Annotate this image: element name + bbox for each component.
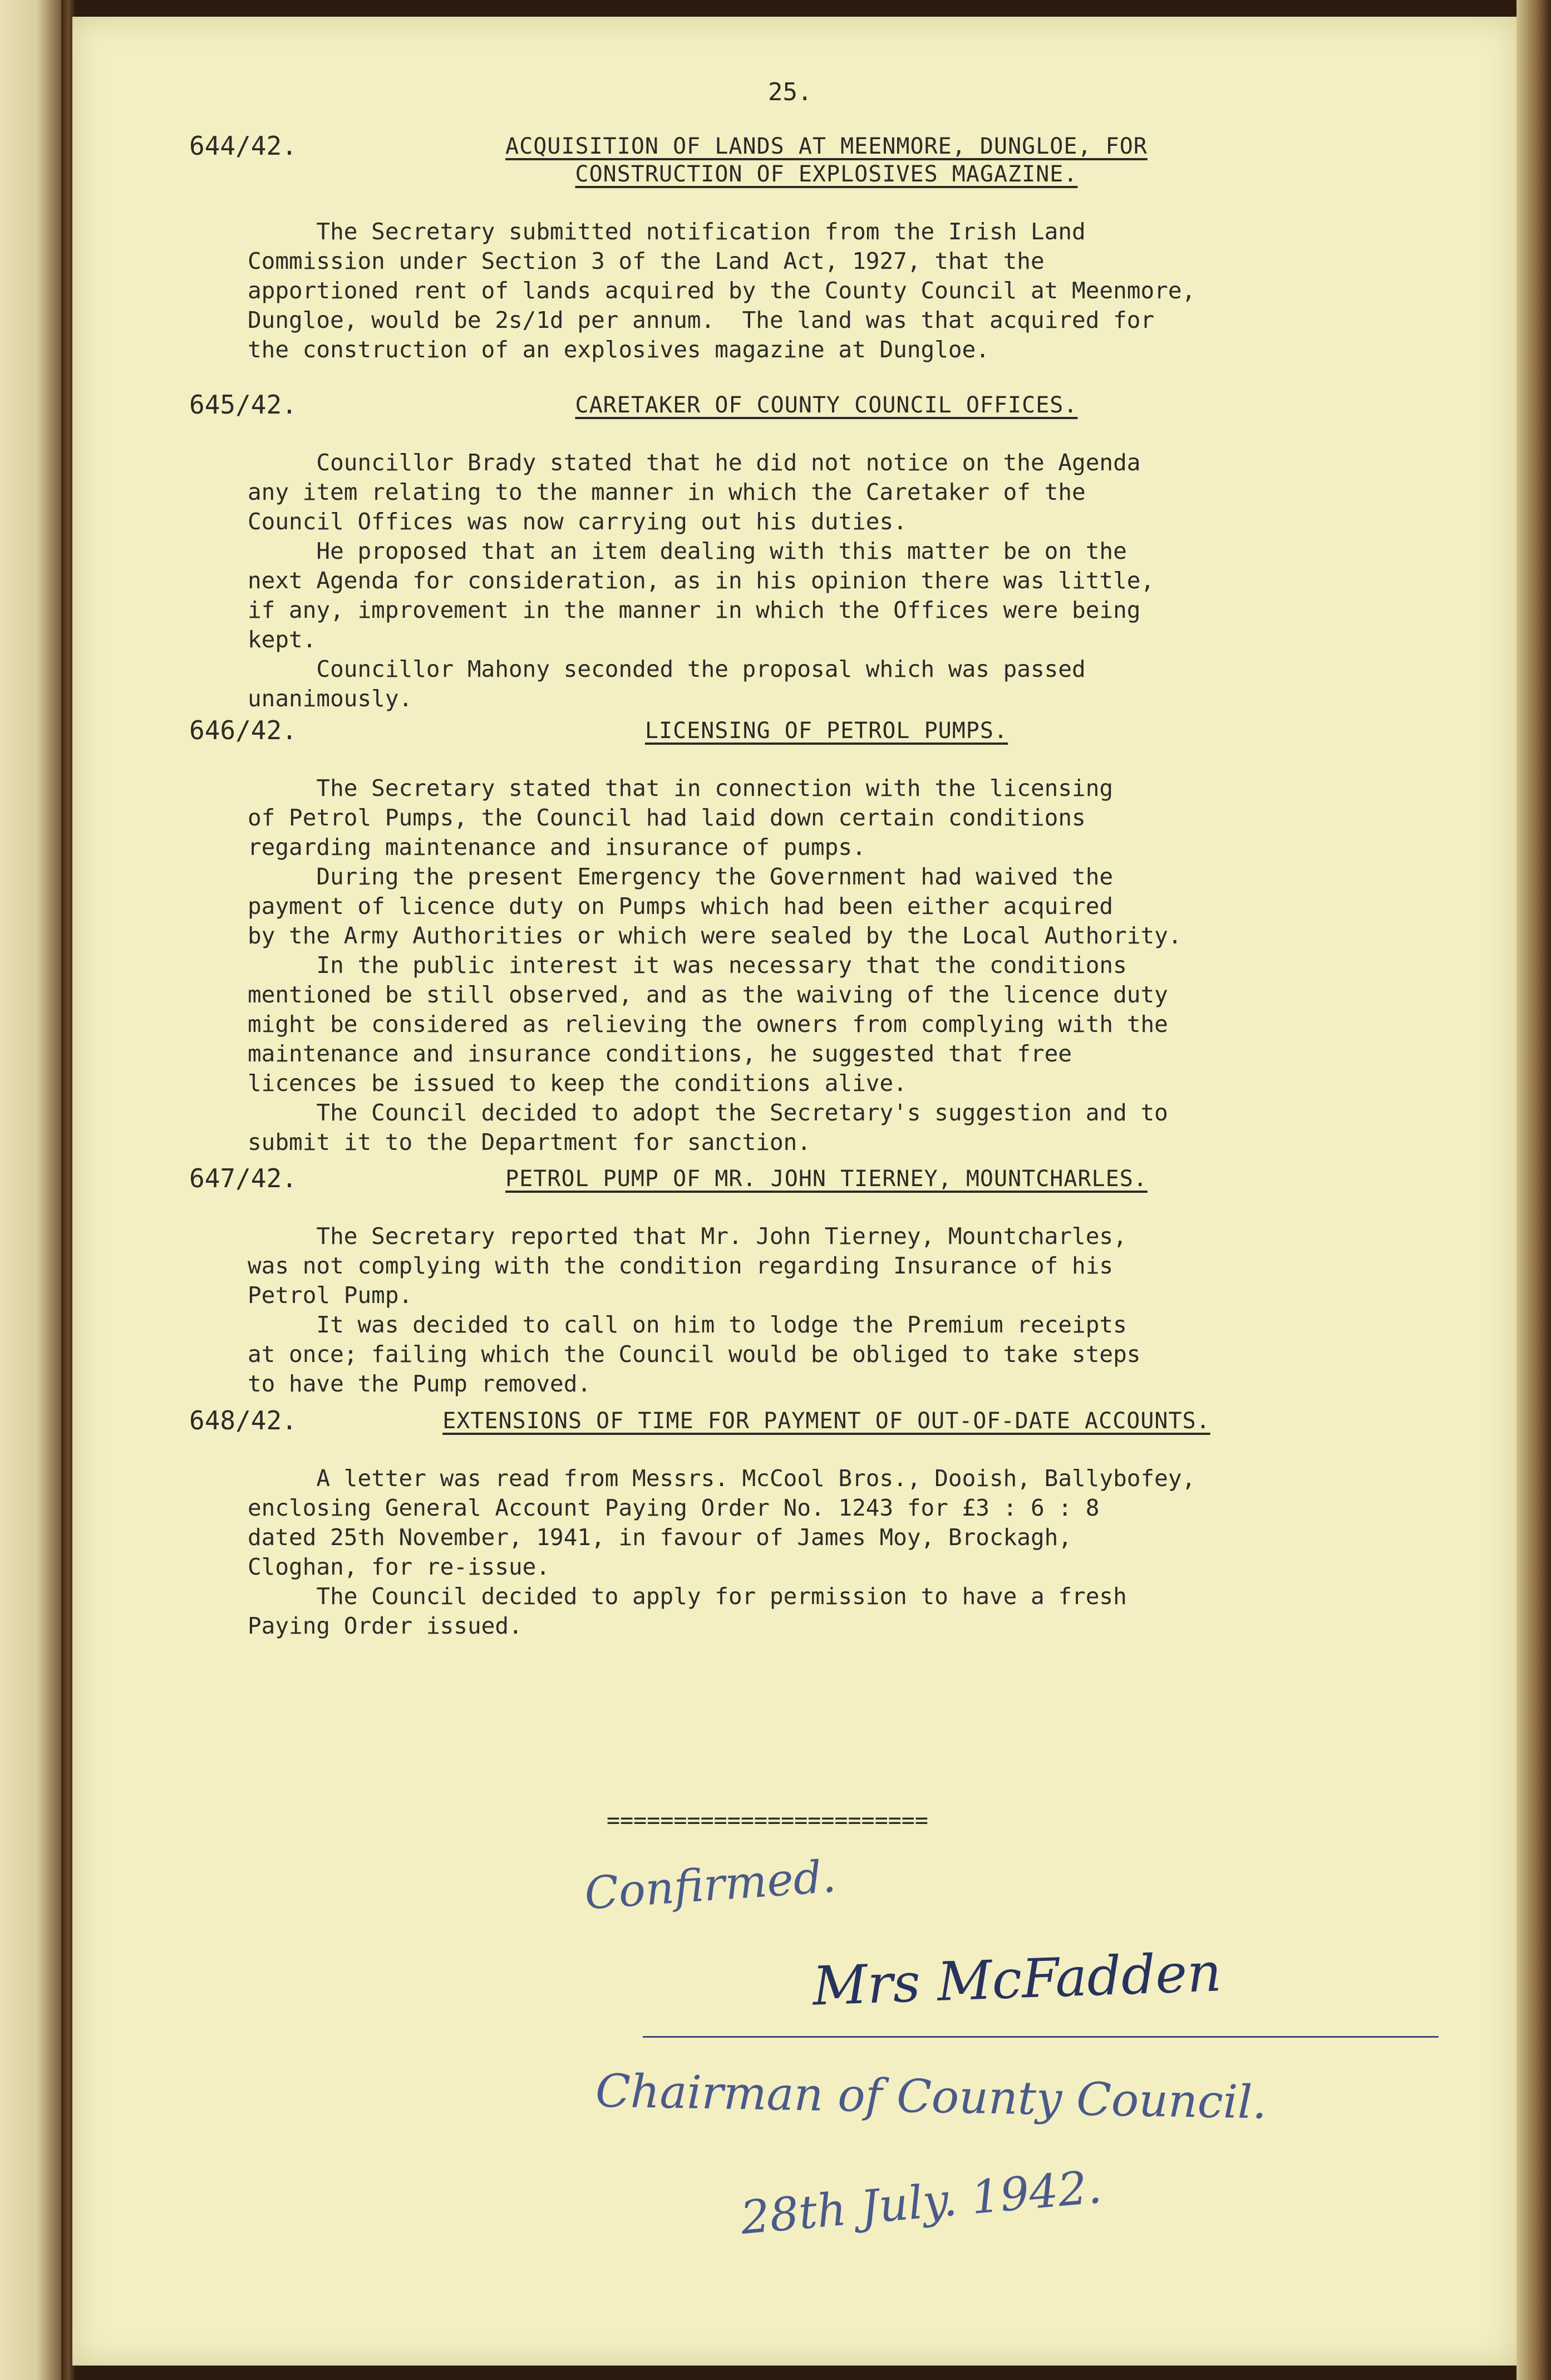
- minute-text: The Secretary reported that Mr. John Tierney, Mountcharles, was not complying with the condition regarding Insurance of his Petrol Pump. It was decided to call on him to lodge the Premium receipts at once; failing which the Council would be obliged to take steps to have the Pump removed.: [248, 1223, 1141, 1397]
- minute-heading: EXTENSIONS OF TIME FOR PAYMENT OF OUT-OF-DATE ACCOUNTS.: [442, 1408, 1210, 1434]
- document-sheet: [72, 17, 1516, 2366]
- minute-text: Councillor Brady stated that he did not notice on the Agenda any item relating to the manner in which the Caretaker of the Council Offices was now carrying out his duties. He proposed that an item dealing with this matter be on the next Agenda for consideration, as in his opinion there was little, if any, improvement in the manner in which the Offices were being kept. Councillor Mahony seconded the proposal which was passed unanimously.: [248, 449, 1155, 712]
- handwritten-date: 28th July. 1942.: [738, 2160, 1104, 2245]
- minute-number: 648/42.: [189, 1405, 297, 1435]
- minute-text: The Secretary stated that in connection with the licensing of Petrol Pumps, the Council had laid down certain conditions regarding maintenance and insurance of pumps. During the present Emergency the Government had waived the payment of licence duty on Pumps which had been either acquired by the Army Authorities or which were sealed by the Local Authority. In the public interest it was necessary that the conditions mentioned be still observed, and as the waiving of the licence duty might be considered as relieving the owners from complying with the maintenance and insurance conditions, he suggested that free licences be issued to keep the conditions alive. The Council decided to adopt the Secretary's suggestion and to submit it to the Department for sanction.: [248, 775, 1182, 1155]
- signature-line: [643, 2036, 1439, 2038]
- minute-number: 645/42.: [189, 390, 297, 420]
- minute-text: The Secretary submitted notification from the Irish Land Commission under Section 3 of the Land Act, 1927, that the apportioned rent of lands acquired by the County Council at Meenmore, Dungloe, would be 2s/1d per annum. The land was that acquired for the construction of an explosives magazine at Dungloe.: [248, 218, 1196, 363]
- page-number: 25.: [768, 78, 813, 106]
- handwritten-title: Chairman of County Council.: [595, 2064, 1268, 2130]
- minute-heading: PETROL PUMP OF MR. JOHN TIERNEY, MOUNTCHARLES.: [505, 1166, 1148, 1192]
- minute-text: A letter was read from Messrs. McCool Bros., Dooish, Ballybofey, enclosing General Account Paying Order No. 1243 for £3 : 6 : 8 dated 25th November, 1941, in favour of James Moy, Brockagh, Cloghan, for re-issue. The Council decided to apply for permission to have a fresh Paying Order issued.: [248, 1465, 1196, 1639]
- handwritten-confirmed: Confirmed.: [583, 1850, 838, 1920]
- minute-heading: LICENSING OF PETROL PUMPS.: [644, 718, 1008, 744]
- minute-heading: ACQUISITION OF LANDS AT MEENMORE, DUNGLOE, FOR: [505, 134, 1148, 159]
- minute-number: 647/42.: [189, 1163, 297, 1193]
- facing-page-edge: [0, 0, 61, 2380]
- minute-number: 646/42.: [189, 715, 297, 745]
- minute-number: 644/42.: [189, 131, 297, 161]
- page-edge-right: [1516, 0, 1551, 2380]
- signature: Mrs McFadden: [811, 1941, 1223, 2018]
- minute-heading: CARETAKER OF COUNTY COUNCIL OFFICES.: [575, 392, 1078, 418]
- minute-heading: CONSTRUCTION OF EXPLOSIVES MAGAZINE.: [575, 161, 1078, 187]
- separator-line: ========================: [607, 1808, 928, 1833]
